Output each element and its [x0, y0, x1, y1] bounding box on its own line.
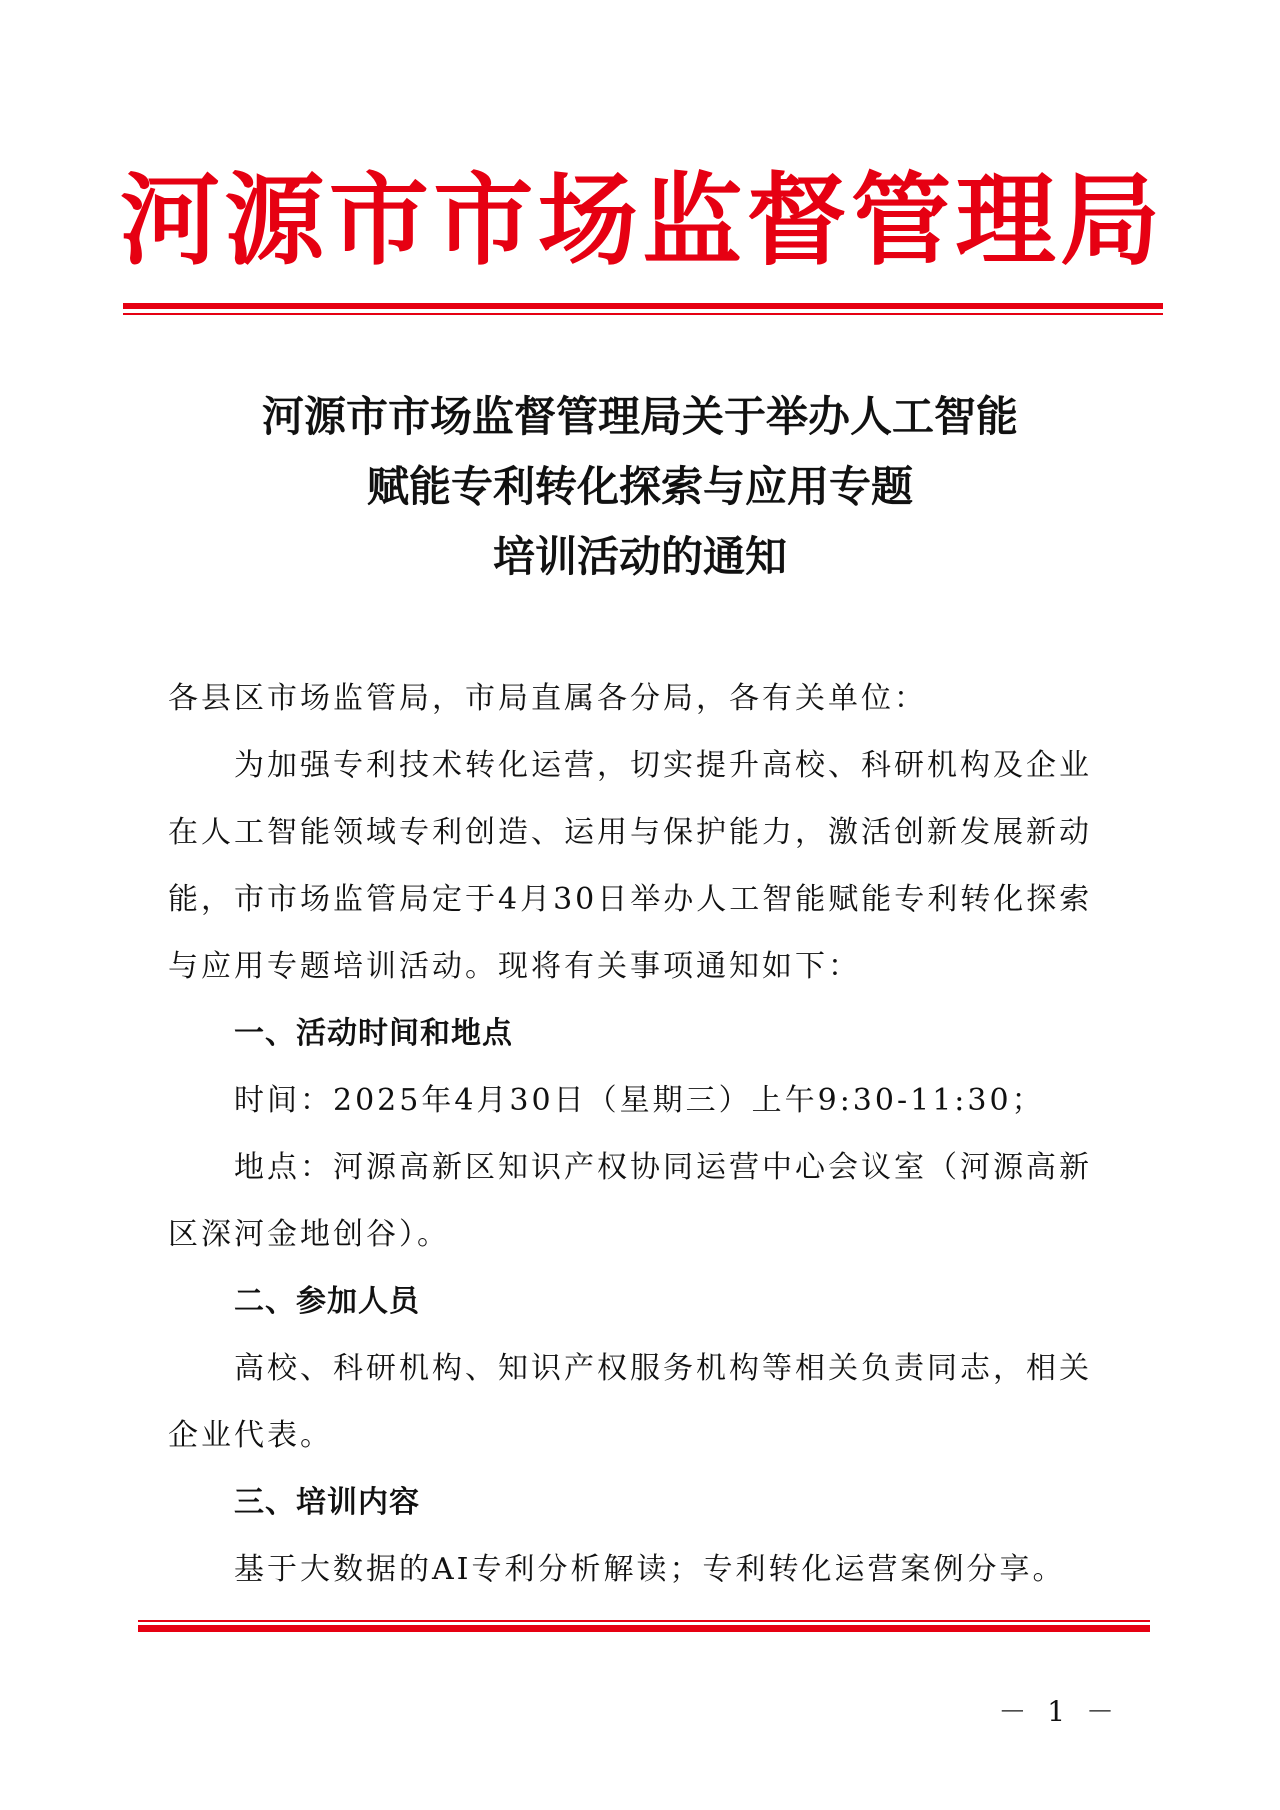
page-number: － 1 －: [998, 1695, 1120, 1728]
masthead-char: 场: [537, 161, 638, 279]
issuer-masthead: [120, 160, 1160, 280]
masthead-char: 理: [955, 161, 1056, 279]
content-paragraph: 基于大数据的AI专利分析解读；专利转化运营案例分享。: [234, 1552, 1066, 1587]
header-rule-thick: [123, 303, 1163, 309]
location-paragraph: 地点：河源高新区知识产权协同运营中心会议室（河源高新区深河金地创谷）。: [168, 1150, 1092, 1252]
participants-paragraph: 高校、科研机构、知识产权服务机构等相关负责同志，相关企业代表。: [168, 1351, 1092, 1453]
title-line-2: 赋能专利转化探索与应用专题: [366, 462, 913, 511]
masthead-char: 市: [433, 161, 534, 279]
footer-rule-thin: [138, 1620, 1150, 1622]
time-paragraph: 时间：2025年4月30日（星期三）上午9:30-11:30；: [234, 1083, 1045, 1118]
masthead-char: 监: [642, 161, 743, 279]
masthead-char: 管: [851, 161, 952, 279]
masthead-char: 局: [1059, 161, 1160, 279]
section-heading-content: 三、培训内容: [234, 1485, 420, 1520]
masthead-char: 市: [328, 161, 429, 279]
masthead-char: 督: [746, 161, 847, 279]
document-title: [120, 382, 1160, 592]
document-body: [168, 665, 1118, 1603]
footer-rule-thick: [138, 1625, 1150, 1632]
intro-paragraph: 为加强专利技术转化运营，切实提升高校、科研机构及企业在人工智能领域专利创造、运用与保护能力，激活创新发展新动能，市市场监管局定于4月30日举办人工智能赋能专利转化探索与应用专题培训活动。现将有关事项通知如下：: [168, 748, 1093, 984]
addressee: 各县区市场监管局，市局直属各分局，各有关单位：: [168, 681, 927, 716]
section-heading-participants: 二、参加人员: [234, 1284, 420, 1319]
title-line-3: 培训活动的通知: [492, 532, 787, 581]
section-heading-time-location: 一、活动时间和地点: [234, 1016, 513, 1051]
title-line-1: 河源市市场监督管理局关于举办人工智能: [261, 392, 1018, 441]
masthead-char: 河: [120, 161, 220, 279]
header-rule-thin: [123, 313, 1163, 315]
masthead-char: 源: [224, 161, 325, 279]
